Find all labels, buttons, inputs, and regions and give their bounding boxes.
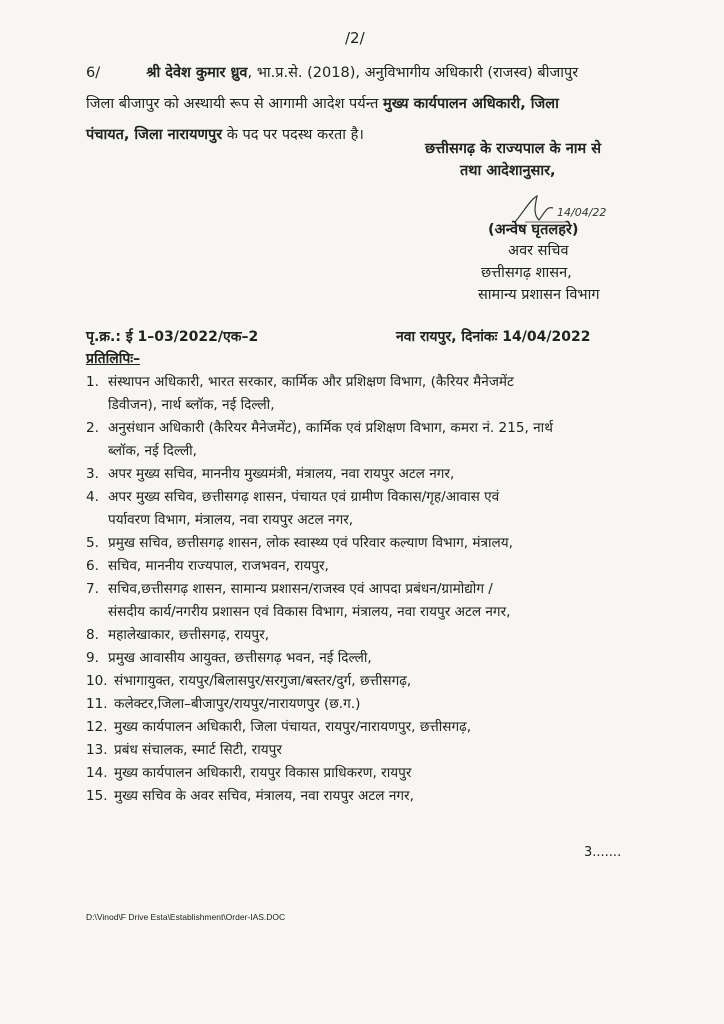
list-item: 15. मुख्य सचिव के अवर सचिव, मंत्रालय, नवा रायपुर अटल नगर,	[86, 788, 414, 804]
list-item: 10. संभागायुक्त, रायपुर/बिलासपुर/सरगुजा/बस्तर/दुर्ग, छत्तीसगढ़,	[86, 673, 412, 689]
copy-label: प्रतिलिपिः–	[86, 351, 141, 367]
governor-line-1: छत्तीसगढ़ के राज्यपाल के नाम से	[425, 141, 602, 157]
list-item: 1. संस्थापन अधिकारी, भारत सरकार, कार्मिक और प्रशिक्षण विभाग, (कैरियर मैनेजमेंट डिवीजन), नार्थ ब्लॉक, नई दिल्ली,	[86, 374, 514, 413]
signatory-dept: सामान्य प्रशासन विभाग	[478, 287, 600, 303]
list-item: 13. प्रबंध संचालक, स्मार्ट सिटी, रायपुर	[86, 742, 282, 758]
reference-number: पृ.क्र.: ई 1–03/2022/एक–2	[86, 329, 259, 345]
reference-date: नवा रायपुर, दिनांकः 14/04/2022	[396, 329, 591, 345]
copy-list	[86, 371, 676, 808]
list-item: 5. प्रमुख सचिव, छत्तीसगढ़ शासन, लोक स्वास्थ्य एवं परिवार कल्याण विभाग, मंत्रालय,	[86, 535, 513, 551]
governor-line-2: तथा आदेशानुसार,	[460, 163, 556, 179]
list-item: 3. अपर मुख्य सचिव, माननीय मुख्यमंत्री, मंत्रालय, नवा रायपुर अटल नगर,	[86, 466, 455, 482]
list-item: 4. अपर मुख्य सचिव, छत्तीसगढ़ शासन, पंचायत एवं ग्रामीण विकास/गृह/आवास एवं पर्यावरण विभाग, मंत्रालय, नवा रायपुर अटल नगर,	[86, 489, 500, 528]
list-item: 14. मुख्य कार्यपालन अधिकारी, रायपुर विकास प्राधिकरण, रायपुर	[86, 765, 412, 781]
list-item: 12. मुख्य कार्यपालन अधिकारी, जिला पंचायत, रायपुर/नारायणपुर, छत्तीसगढ़,	[86, 719, 472, 735]
list-item: 6. सचिव, माननीय राज्यपाल, राजभवन, रायपुर,	[86, 558, 329, 574]
signature-date: 14/04/22	[557, 206, 607, 219]
continued-marker: 3.......	[584, 845, 622, 860]
para-number: 6/	[86, 65, 101, 81]
list-item: 7. सचिव,छत्तीसगढ़ शासन, सामान्य प्रशासन/राजस्व एवं आपदा प्रबंधन/ग्रामोद्योग / संसदीय कार्य/नगरीय प्रशासन एवं विकास विभाग, मंत्रालय, नवा रायपुर अटल नगर,	[86, 581, 511, 620]
footer-file-path: D:\Vinod\F Drive Esta\Establishment\Order-IAS.DOC	[86, 912, 286, 922]
list-item: 2. अनुसंधान अधिकारी (कैरियर मैनेजमेंट), कार्मिक एवं प्रशिक्षण विभाग, कमरा नं. 215, नार्थ ब्लॉक, नई दिल्ली,	[86, 420, 553, 459]
para-line-2: जिला बीजापुर को अस्थायी रूप से आगामी आदेश पर्यन्त मुख्य कार्यपालन अधिकारी, जिला	[86, 96, 559, 112]
signatory-designation: अवर सचिव	[508, 243, 569, 259]
list-item: 11. कलेक्टर,जिला–बीजापुर/रायपुर/नारायणपुर (छ.ग.)	[86, 696, 361, 712]
signatory-govt: छत्तीसगढ़ शासन,	[481, 265, 572, 281]
list-item: 8. महालेखाकार, छत्तीसगढ़, रायपुर,	[86, 627, 270, 643]
list-item: 9. प्रमुख आवासीय आयुक्त, छत्तीसगढ़ भवन, नई दिल्ली,	[86, 650, 372, 666]
signatory-name: (अन्वेष घृतलहरे)	[488, 222, 579, 238]
officer-name: श्री देवेश कुमार ध्रुव	[146, 65, 248, 81]
para-line-1: 6/ श्री देवेश कुमार ध्रुव, भा.प्र.से. (2018), अनुविभागीय अधिकारी (राजस्व) बीजापुर	[86, 65, 579, 81]
para-line-3: पंचायत, जिला नारायणपुर के पद पर पदस्थ करता है।	[86, 127, 364, 143]
page-number: /2/	[345, 29, 365, 47]
